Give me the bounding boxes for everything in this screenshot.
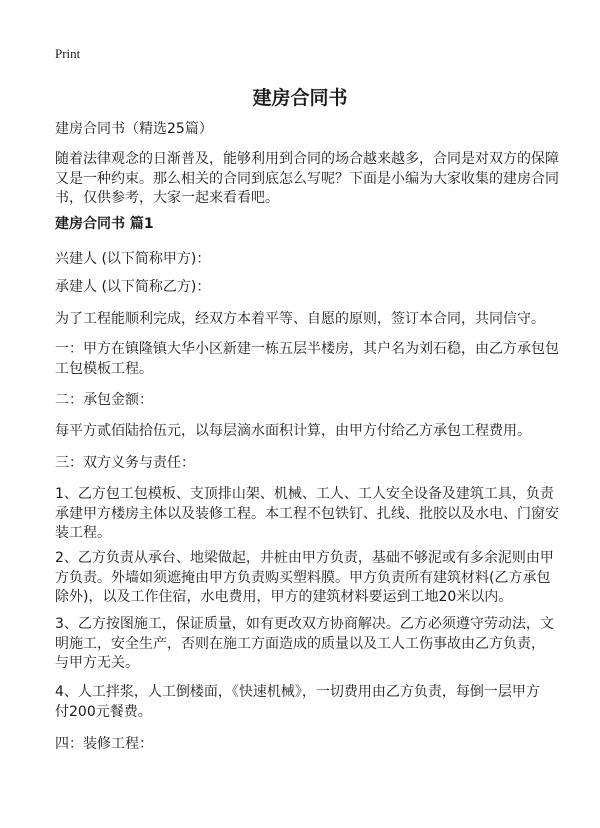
text-line: 二：承包金额： <box>55 392 153 408</box>
text-line: 承建甲方楼房主体以及装修工程。本工程不包铁钉、扎线、批胶以及水电、门窗安 <box>55 505 559 522</box>
text-line: 除外)，以及工作住宿，水电费用，甲方的建筑材料要运到工地20米以内。 <box>55 589 513 605</box>
paragraph <box>55 735 555 755</box>
text-line: 四：装修工程： <box>55 736 153 752</box>
paragraph <box>55 250 555 270</box>
paragraph <box>55 549 555 608</box>
document-title: 建房合同书 <box>252 87 348 109</box>
text-line: 4、人工拌浆，人工倒楼面，《快速机械》，一切费用由乙方负责，每倒一层甲方 <box>55 684 540 700</box>
text-line: 1、乙方包工包模板、支顶排山架、机械、工人、工人安全设备及建筑工具，负责 <box>55 486 554 502</box>
text-line: 与甲方无关。 <box>55 655 139 671</box>
text-line: 又是一种约束。那么相关的合同到底怎么写呢？下面是小编为大家收集的建房合同 <box>55 170 559 187</box>
paragraph <box>55 454 555 474</box>
paragraph <box>55 391 555 411</box>
text-line: 承建人 (以下简称乙方)： <box>55 279 211 295</box>
text-line: 随着法律观念的日渐普及，能够利用到合同的场合越来越多，合同是对双方的保障 <box>55 151 559 167</box>
text-line: 书，仅供参考，大家一起来看看吧。 <box>55 190 279 206</box>
text-line: 工包模板工程。 <box>55 360 153 377</box>
paragraph <box>55 340 559 379</box>
text-line: 3、乙方按图施工，保证质量，如有更改双方协商解决。乙方必须遵守劳动法，文 <box>55 616 554 632</box>
intro-paragraph <box>55 150 559 209</box>
print-link[interactable]: Print <box>55 46 81 61</box>
paragraph <box>55 310 555 330</box>
paragraph <box>55 485 559 544</box>
text-line: 每平方贰佰陆拾伍元，以每层滴水面积计算，由甲方付给乙方承包工程费用。 <box>55 423 531 439</box>
text-line: 明施工，安全生产，否则在施工方面造成的质量以及工人工伤事故由乙方负责， <box>55 635 545 652</box>
document-subtitle: 建房合同书（精选25篇） <box>55 121 213 137</box>
paragraph <box>55 683 555 722</box>
section-heading: 建房合同书 篇1 <box>55 216 154 232</box>
text-line: 装工程。 <box>55 525 111 541</box>
text-line: 为了工程能顺利完成，经双方本着平等、自愿的原则，签订本合同，共同信守。 <box>55 311 545 327</box>
text-line: 付200元餐费。 <box>55 703 152 720</box>
paragraph <box>55 615 555 674</box>
text-line: 方负责。外墙如须遮掩由甲方负责购买塑料膜。甲方负责所有建筑材料(乙方承包 <box>55 569 551 586</box>
text-line: 三：双方义务与责任： <box>55 455 195 471</box>
text-line: 2、乙方负责从承台、地梁做起，井桩由甲方负责，基础不够泥或有多余泥则由甲 <box>55 550 554 566</box>
paragraph <box>55 422 555 442</box>
text-line: 一：甲方在镇隆镇大华小区新建一栋五层半楼房，其户名为刘石稳，由乙方承包包 <box>55 341 559 357</box>
paragraph <box>55 278 555 298</box>
text-line: 兴建人 (以下简称甲方)： <box>55 251 211 267</box>
